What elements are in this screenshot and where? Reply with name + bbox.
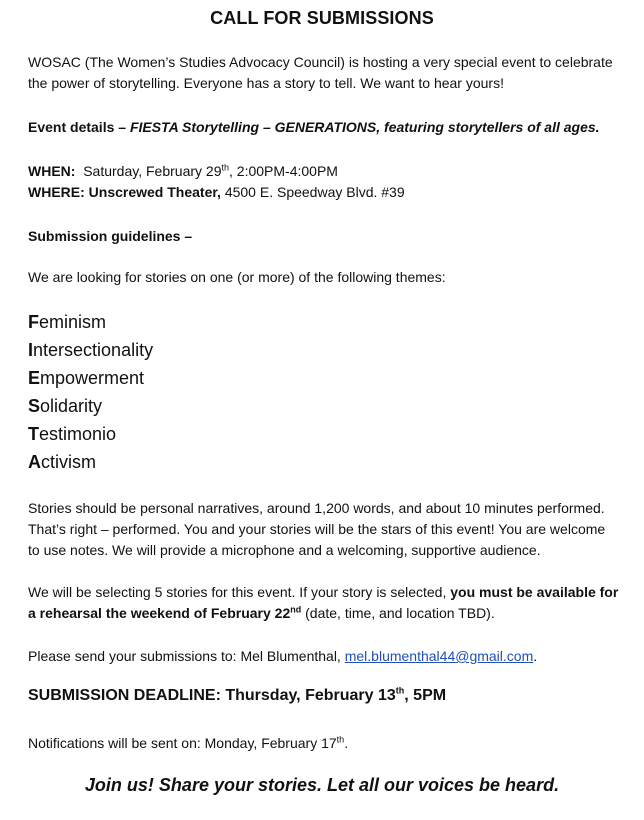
closing-line: Join us! Share your stories. Let all our voices be heard. [84, 775, 560, 795]
when-line [28, 161, 640, 182]
when-label: WHEN: [28, 163, 76, 179]
where-line [28, 182, 640, 203]
event-details-label: Event details – [28, 119, 130, 135]
intro-line-1: WOSAC (The Women’s Studies Advocacy Council) is hosting a very special event to celebrate [28, 54, 613, 70]
submission-deadline: SUBMISSION DEADLINE: Thursday, February 13th, 5PM [28, 685, 447, 704]
theme-item: Intersectionality [28, 340, 154, 360]
selection-line-1: We will be selecting 5 stories for this event. If your story is selected, you must be available for [28, 584, 619, 600]
theme-item: Solidarity [28, 396, 103, 416]
event-details [28, 117, 640, 138]
guidelines-line-1: Stories should be personal narratives, around 1,200 words, and about 10 minutes performed. [28, 500, 605, 516]
guidelines-line-2: That’s right – performed. You and your stories will be the stars of this event! You are welcome [28, 521, 606, 537]
where-label: WHERE: Unscrewed Theater, [28, 184, 221, 200]
selection-line-2: a rehearsal the weekend of February 22nd (date, time, and location TBD). [28, 604, 495, 621]
page-title: CALL FOR SUBMISSIONS [210, 8, 434, 28]
when-date: Saturday, February 29 [75, 163, 222, 179]
event-details-text: FIESTA Storytelling – GENERATIONS, featuring storytellers of all ages. [129, 119, 600, 135]
email-link[interactable]: mel.blumenthal44@gmail.com [344, 648, 534, 664]
notifications-line: Notifications will be sent on: Monday, February 17th. [28, 734, 349, 751]
themes-intro: We are looking for stories on one (or more) of the following themes: [28, 269, 446, 285]
intro-line-2: the power of storytelling. Everyone has a story to tell. We want to hear yours! [28, 75, 504, 91]
guidelines-heading: Submission guidelines – [28, 228, 193, 244]
send-line: Please send your submissions to: Mel Blumenthal, mel.blumenthal44@gmail.com. [28, 648, 538, 664]
guidelines-line-3: to use notes. We will provide a microphone and a welcoming, supportive audience. [28, 542, 541, 558]
theme-item: Empowerment [28, 368, 145, 388]
theme-item: Feminism [28, 312, 107, 332]
themes-list [28, 308, 153, 476]
theme-item: Activism [28, 452, 96, 472]
when-time: , 2:00PM-4:00PM [229, 163, 338, 179]
theme-item: Testimonio [28, 424, 117, 444]
when-sup: th [221, 162, 229, 173]
where-address: 4500 E. Speedway Blvd. #39 [220, 184, 405, 200]
